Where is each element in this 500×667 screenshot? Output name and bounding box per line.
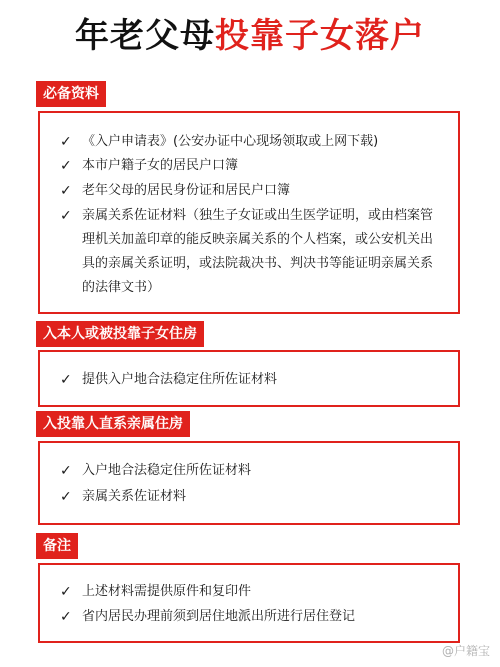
page-title: [0, 12, 500, 60]
list-item-text: 《入户申请表》(公安办证中心现场领取或上网下载): [82, 134, 379, 149]
list-item: [60, 368, 442, 392]
list-item-text: 入户地合法稳定住所佐证材料: [82, 463, 252, 478]
check-icon: ✓: [60, 489, 72, 505]
list-item-text: 省内居民办理前须到居住地派出所进行居住登记: [82, 609, 356, 624]
section-box-required-materials: [38, 111, 460, 314]
list-item-text: 亲属关系佐证材料（独生子女证或出生医学证明，或由档案管理机关加盖印章的能反映亲属关系的个人档案，或公安机关出具的亲属关系证明，或法院裁决书、判决书等能证明亲属关系的法律文书）: [82, 208, 434, 295]
check-icon: ✓: [60, 463, 72, 479]
list-item: [60, 459, 442, 483]
list-item: [60, 179, 442, 203]
watermark: @户籍宝: [441, 644, 490, 658]
section-label-required-materials: 必备资料: [36, 81, 106, 107]
check-icon: ✓: [60, 208, 72, 224]
section-box-self-or-child-housing: [38, 350, 460, 407]
list-item: [60, 605, 442, 629]
list-item: [60, 485, 442, 509]
check-icon: ✓: [60, 134, 72, 150]
section-label-notes: 备注: [36, 533, 78, 559]
list-item: [60, 130, 442, 154]
check-icon: ✓: [60, 183, 72, 199]
list-item-text: 老年父母的居民身份证和居民户口簿: [82, 183, 291, 198]
section-label-self-or-child-housing: 入本人或被投靠子女住房: [36, 321, 204, 347]
section-box-notes: [38, 563, 460, 643]
title-part-red: 投靠子女落户: [215, 16, 425, 56]
title-part-black: 年老父母: [75, 16, 215, 56]
list-item-text: 亲属关系佐证材料: [82, 489, 187, 504]
list-item: [60, 154, 442, 178]
list-item-text: 上述材料需提供原件和复印件: [82, 584, 252, 599]
list-item: [60, 204, 442, 300]
list-item-text: 本市户籍子女的居民户口簿: [82, 158, 239, 173]
check-icon: ✓: [60, 372, 72, 388]
check-icon: ✓: [60, 584, 72, 600]
list-item-text: 提供入户地合法稳定住所佐证材料: [82, 372, 278, 387]
check-icon: ✓: [60, 609, 72, 625]
section-label-relative-housing: 入投靠人直系亲属住房: [36, 411, 190, 437]
check-icon: ✓: [60, 158, 72, 174]
section-box-relative-housing: [38, 441, 460, 525]
list-item: [60, 580, 442, 604]
